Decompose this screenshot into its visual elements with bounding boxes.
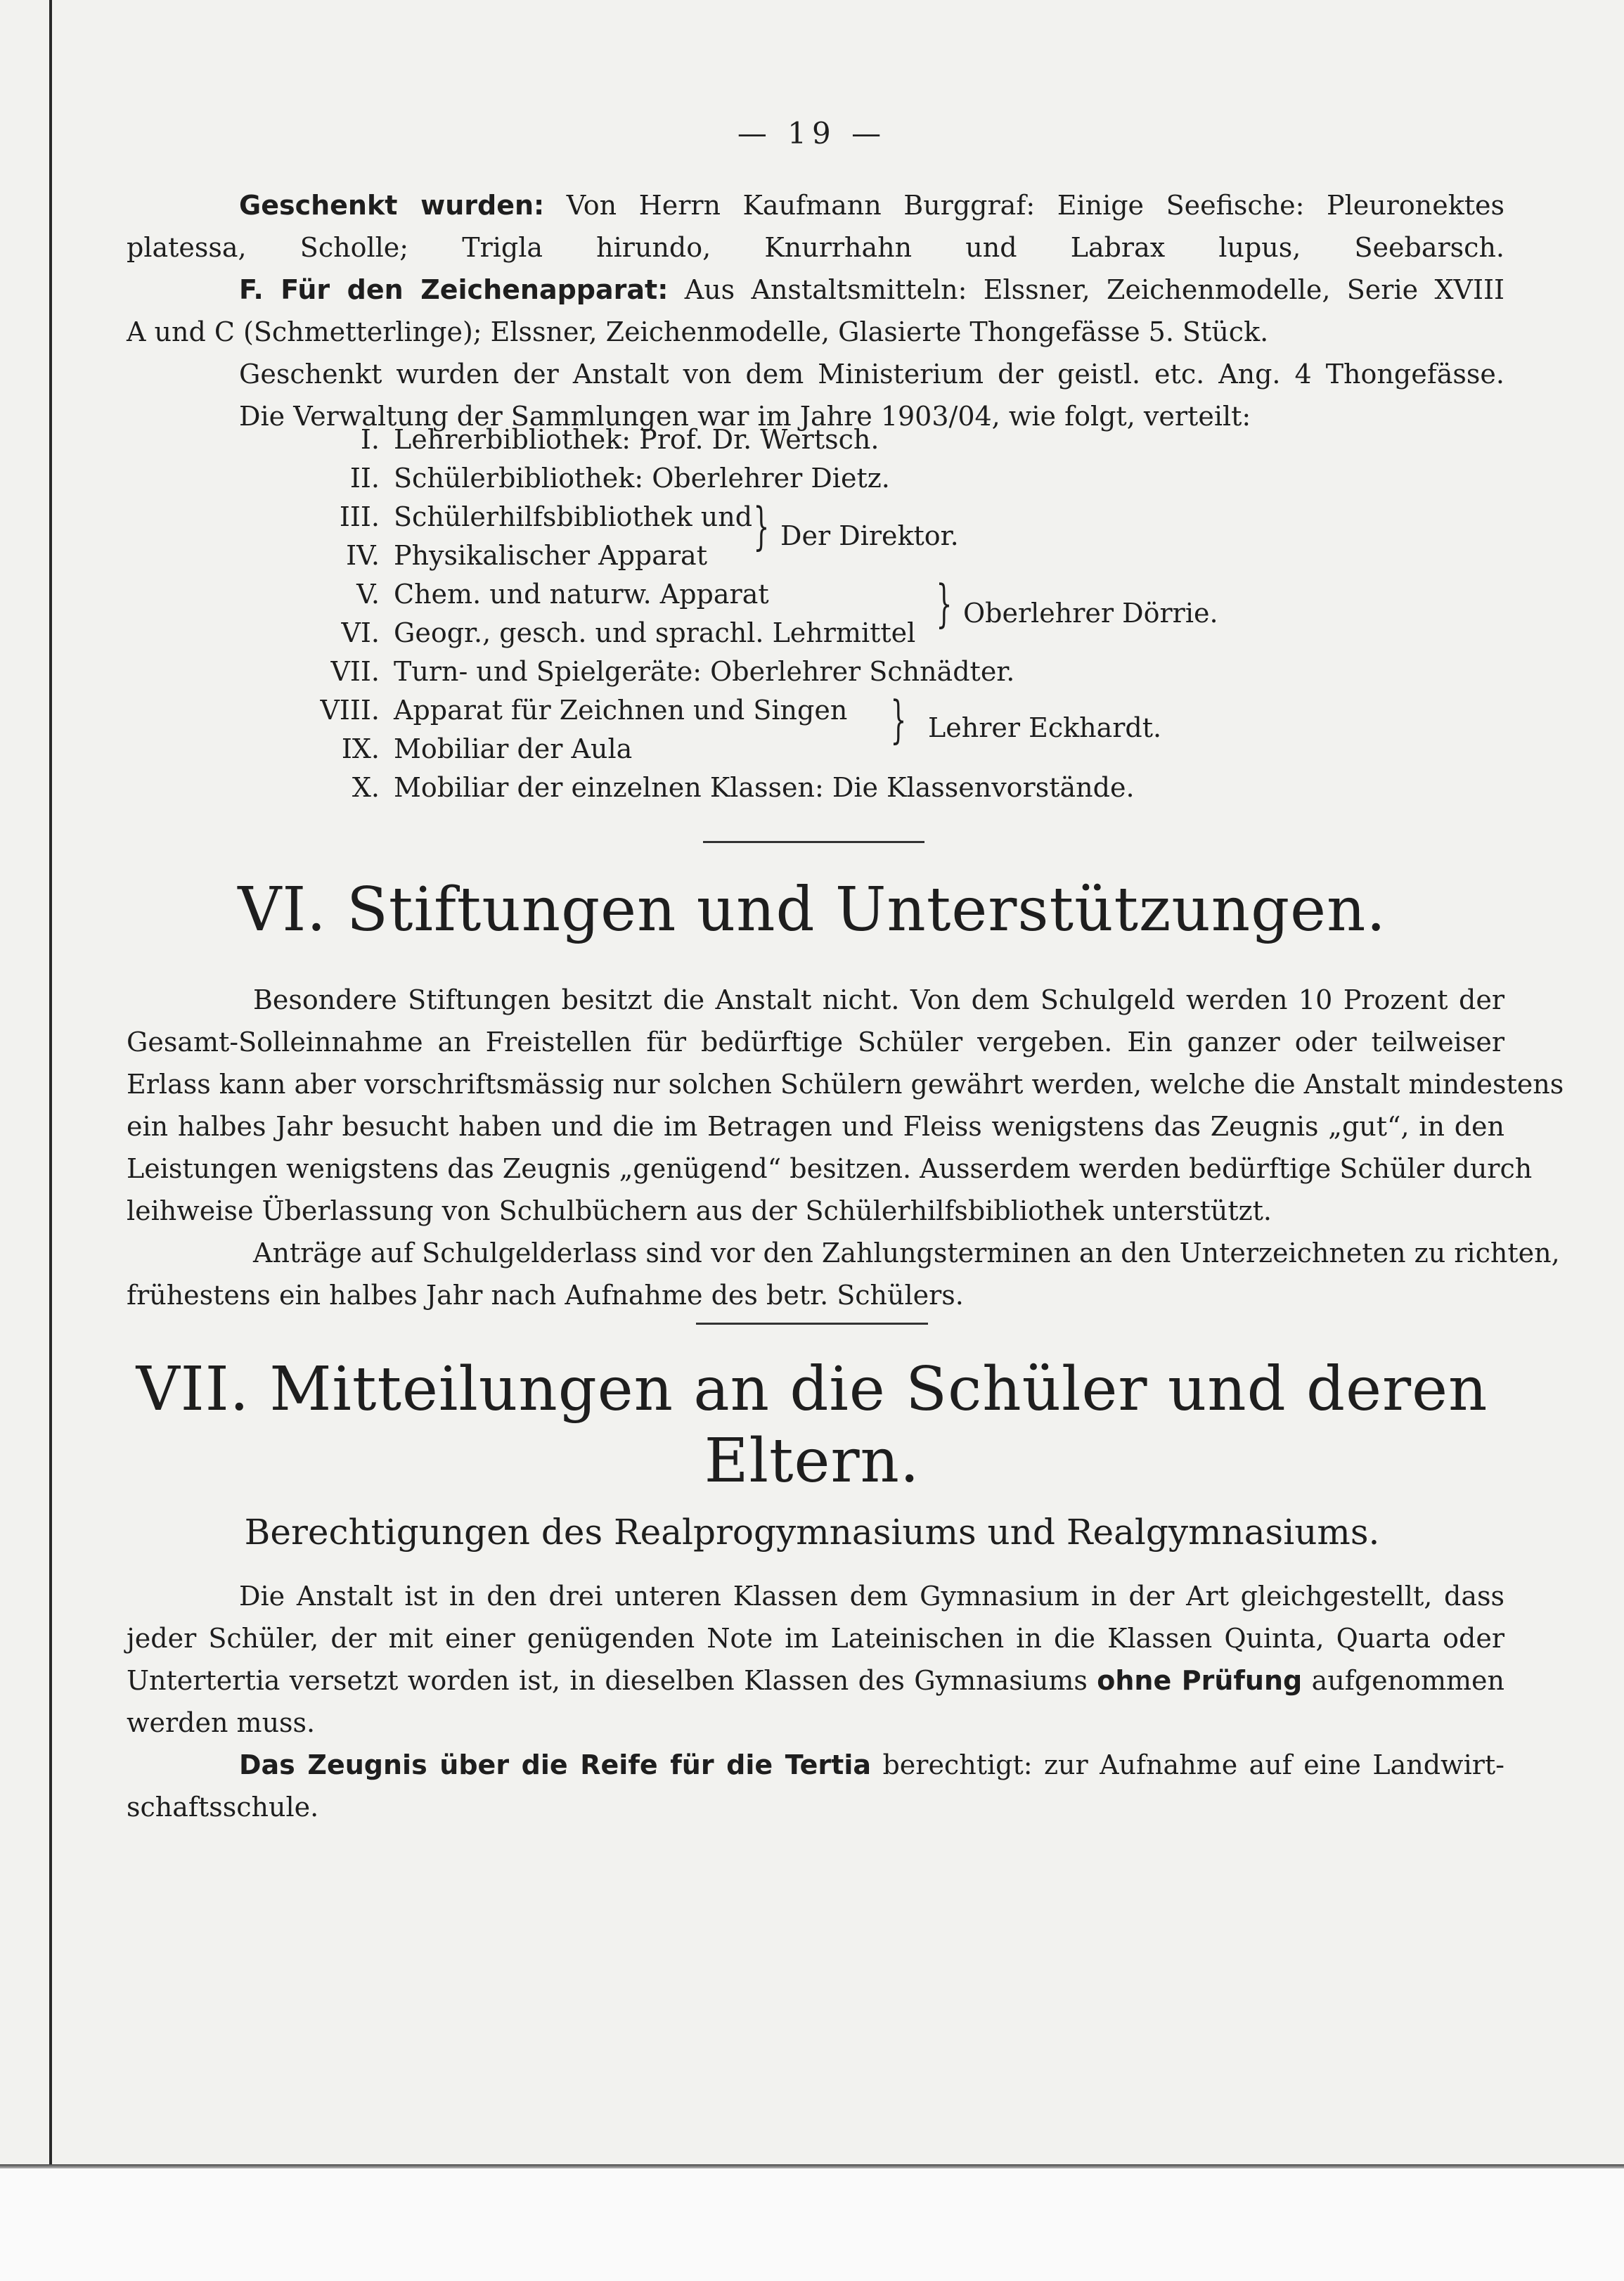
section6-line: Anträge auf Schulgelderlass sind vor den Zahlungsterminen an den Unterzeichneten zu richten, bbox=[253, 1238, 1560, 1268]
zeichenapparat-heading: F. Für den Zeichenapparat: bbox=[239, 274, 669, 305]
section-title-stiftungen: VI. Stiftungen und Unterstützungen. bbox=[238, 875, 1386, 945]
list-item-text: Mobiliar der Aula bbox=[394, 733, 633, 764]
list-item-text: Chem. und naturw. Apparat bbox=[394, 579, 769, 610]
section7-line3-text: Untertertia versetzt worden ist, in dieselben Klassen des Gymnasiums bbox=[127, 1665, 1088, 1696]
list-item-text: Geogr., gesch. und sprachl. Lehrmittel bbox=[394, 617, 916, 648]
section6-line: Besondere Stiftungen besitzt die Anstalt nicht. Von dem Schulgeld werden 10 Prozent der bbox=[253, 984, 1504, 1015]
zeugnis-reife-tertia: Das Zeugnis über die Reife für die Tertia bbox=[239, 1749, 871, 1780]
scan-edge-left bbox=[49, 0, 52, 2166]
list-item-num: VI. bbox=[341, 617, 380, 648]
list-item-num: VIII. bbox=[320, 695, 380, 726]
page-number: — 19 — bbox=[737, 116, 887, 150]
section6-line: ein halbes Jahr besucht haben und die im Betragen und Fleiss wenigstens das Zeugnis „gut“, in den bbox=[127, 1111, 1504, 1142]
section-title-mitteilungen: VII. Mitteilungen an die Schüler und deren bbox=[136, 1354, 1488, 1425]
list-item-num: III. bbox=[339, 501, 380, 532]
section-title-mitteilungen-line2: Eltern. bbox=[704, 1426, 920, 1496]
section7-subtitle: Berechtigungen des Realprogymnasiums und Realgymnasiums. bbox=[244, 1512, 1380, 1553]
list-item-num: VII. bbox=[330, 656, 380, 687]
section6-line: leihweise Überlassung von Schulbüchern aus der Schülerhilfsbibliothek unterstützt. bbox=[127, 1195, 1272, 1226]
para1-line6: Die Verwaltung der Sammlungen war im Jahre 1903/04, wie folgt, verteilt: bbox=[239, 401, 1251, 432]
list-item-num: X. bbox=[352, 772, 380, 803]
list-item-text: Turn- und Spielgeräte: Oberlehrer Schnädter. bbox=[394, 656, 1015, 687]
section7-line: schaftsschule. bbox=[127, 1792, 319, 1823]
para1-line4: A und C (Schmetterlinge); Elssner, Zeichenmodelle, Glasierte Thongefässe 5. Stück. bbox=[127, 316, 1269, 347]
list-item-text: Apparat für Zeichnen und Singen bbox=[394, 695, 848, 726]
section6-line: Gesamt-Solleinnahme an Freistellen für bedürftige Schüler vergeben. Ein ganzer oder teilweiser bbox=[127, 1027, 1504, 1058]
section7-line: jeder Schüler, der mit einer genügenden Note im Lateinischen in die Klassen Quinta, Quarta oder bbox=[127, 1623, 1504, 1654]
section6-line: Leistungen wenigstens das Zeugnis „genügend“ besitzen. Ausserdem werden bedürftige Schüler durch bbox=[127, 1153, 1533, 1184]
list-item-text: Schülerhilfsbibliothek und bbox=[394, 501, 753, 532]
geschenkt-label: Geschenkt wurden: bbox=[239, 190, 545, 221]
scan-margin-bottom bbox=[0, 2168, 1624, 2281]
list-item-num: I. bbox=[360, 424, 380, 455]
list-item-num: IV. bbox=[346, 540, 380, 571]
section7-line: Die Anstalt ist in den drei unteren Klassen dem Gymnasium in der Art gleichgestellt, dass bbox=[239, 1581, 1504, 1612]
para1-line2: platessa, Scholle; Trigla hirundo, Knurrhahn und Labrax lupus, Seebarsch. bbox=[127, 232, 1504, 263]
brace-label-direktor: Der Direktor. bbox=[780, 520, 959, 551]
list-item-num: IX. bbox=[341, 733, 380, 764]
list-item-num: II. bbox=[349, 463, 380, 494]
para1-line1 bbox=[239, 184, 1504, 226]
section-divider bbox=[703, 841, 924, 843]
section7-line bbox=[127, 1659, 1504, 1702]
geschenkt-text: Von Herrn Kaufmann Burggraf: Einige Seefische: Pleuronektes bbox=[566, 190, 1504, 221]
section7-line: werden muss. bbox=[127, 1707, 316, 1738]
brace-label-eckhardt: Lehrer Eckhardt. bbox=[928, 712, 1162, 743]
brace-doerrie: } bbox=[936, 574, 953, 633]
para1-line5: Geschenkt wurden der Anstalt von dem Ministerium der geistl. etc. Ang. 4 Thongefässe. bbox=[239, 359, 1504, 390]
list-item-text: Physikalischer Apparat bbox=[394, 540, 707, 571]
zeichenapparat-text: Aus Anstaltsmitteln: Elssner, Zeichenmodelle, Serie XVIII bbox=[684, 274, 1504, 305]
section7-line3-end: aufgenommen bbox=[1311, 1665, 1504, 1696]
brace-label-doerrie: Oberlehrer Dörrie. bbox=[963, 598, 1218, 629]
list-item-text: Lehrerbibliothek: Prof. Dr. Wertsch. bbox=[394, 424, 879, 455]
section6-line: Erlass kann aber vorschriftsmässig nur solchen Schülern gewährt werden, welche die Anstalt mindestens bbox=[127, 1069, 1564, 1100]
list-item-num: V. bbox=[356, 579, 380, 610]
list-item-text: Schülerbibliothek: Oberlehrer Dietz. bbox=[394, 463, 890, 494]
ohne-pruefung: ohne Prüfung bbox=[1097, 1665, 1303, 1696]
list-item-text: Mobiliar der einzelnen Klassen: Die Klassenvorstände. bbox=[394, 772, 1135, 803]
para1-line3 bbox=[239, 269, 1504, 311]
brace-direktor: } bbox=[753, 496, 770, 555]
section-divider bbox=[696, 1323, 928, 1325]
section6-line: frühestens ein halbes Jahr nach Aufnahme des betr. Schülers. bbox=[127, 1280, 964, 1311]
section7-line bbox=[239, 1744, 1504, 1786]
section7-line5-text: berechtigt: zur Aufnahme auf eine Landwirt- bbox=[882, 1749, 1504, 1780]
brace-eckhardt: } bbox=[890, 690, 907, 749]
